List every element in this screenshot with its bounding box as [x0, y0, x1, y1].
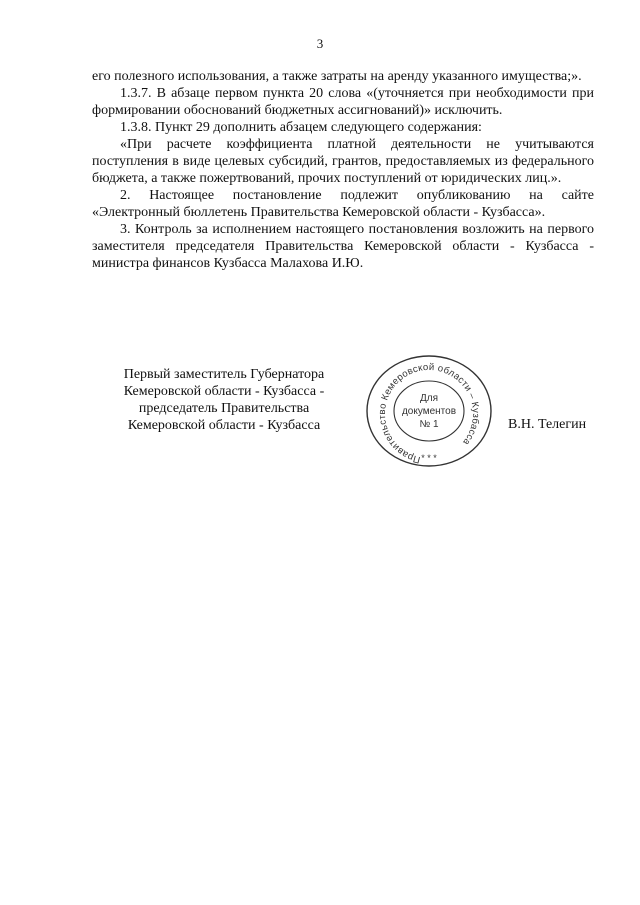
- signatory-position-line: Кемеровской области - Кузбасса: [127, 418, 321, 433]
- official-stamp: [360, 348, 498, 472]
- stamp-graphic: [360, 348, 498, 472]
- paragraph-quote: «При расчете коэффициента платной деятельности не учитываются поступления в виде целевых субсидий, грантов, предоставляемых из федерального бюджета, а также пожертвований, прочих поступлений от юридических лиц.».: [92, 137, 594, 186]
- page-number: 3: [316, 36, 324, 51]
- stamp-stars: * * *: [421, 453, 437, 463]
- stamp-center-line: Для: [419, 393, 439, 404]
- paragraph-3: 3. Контроль за исполнением настоящего постановления возложить на первого заместителя председателя Правительства Кемеровской области - Кузбасса - министра финансов Кузбасса Малахова И.Ю.: [92, 222, 594, 271]
- signatory-position-line: Первый заместитель Губернатора: [123, 367, 325, 382]
- paragraph-2: 2. Настоящее постановление подлежит опубликованию на сайте «Электронный бюллетень Правительства Кемеровской области - Кузбасса».: [92, 188, 594, 220]
- paragraph-1-3-8: 1.3.8. Пункт 29 дополнить абзацем следующего содержания:: [120, 120, 482, 135]
- document-body: [92, 68, 594, 272]
- paragraph-1-3-7: 1.3.7. В абзаце первом пункта 20 слова «(уточняется при необходимости при формировании обоснований бюджетных ассигнований)» исключить.: [92, 86, 594, 118]
- stamp-center-line: документов: [401, 406, 457, 417]
- signatory-name: В.Н. Телегин: [508, 417, 587, 432]
- signatory-position: [96, 366, 352, 434]
- signatory-position-line: председатель Правительства: [138, 401, 310, 416]
- signatory-position-line: Кемеровской области - Кузбасса -: [123, 384, 325, 399]
- stamp-center-line: № 1: [419, 419, 439, 430]
- paragraph-continuation: его полезного использования, а также затраты на аренду указанного имущества;».: [92, 69, 582, 84]
- stamp-ring-text: Правительство Кемеровской области – Кузбасса: [376, 361, 482, 466]
